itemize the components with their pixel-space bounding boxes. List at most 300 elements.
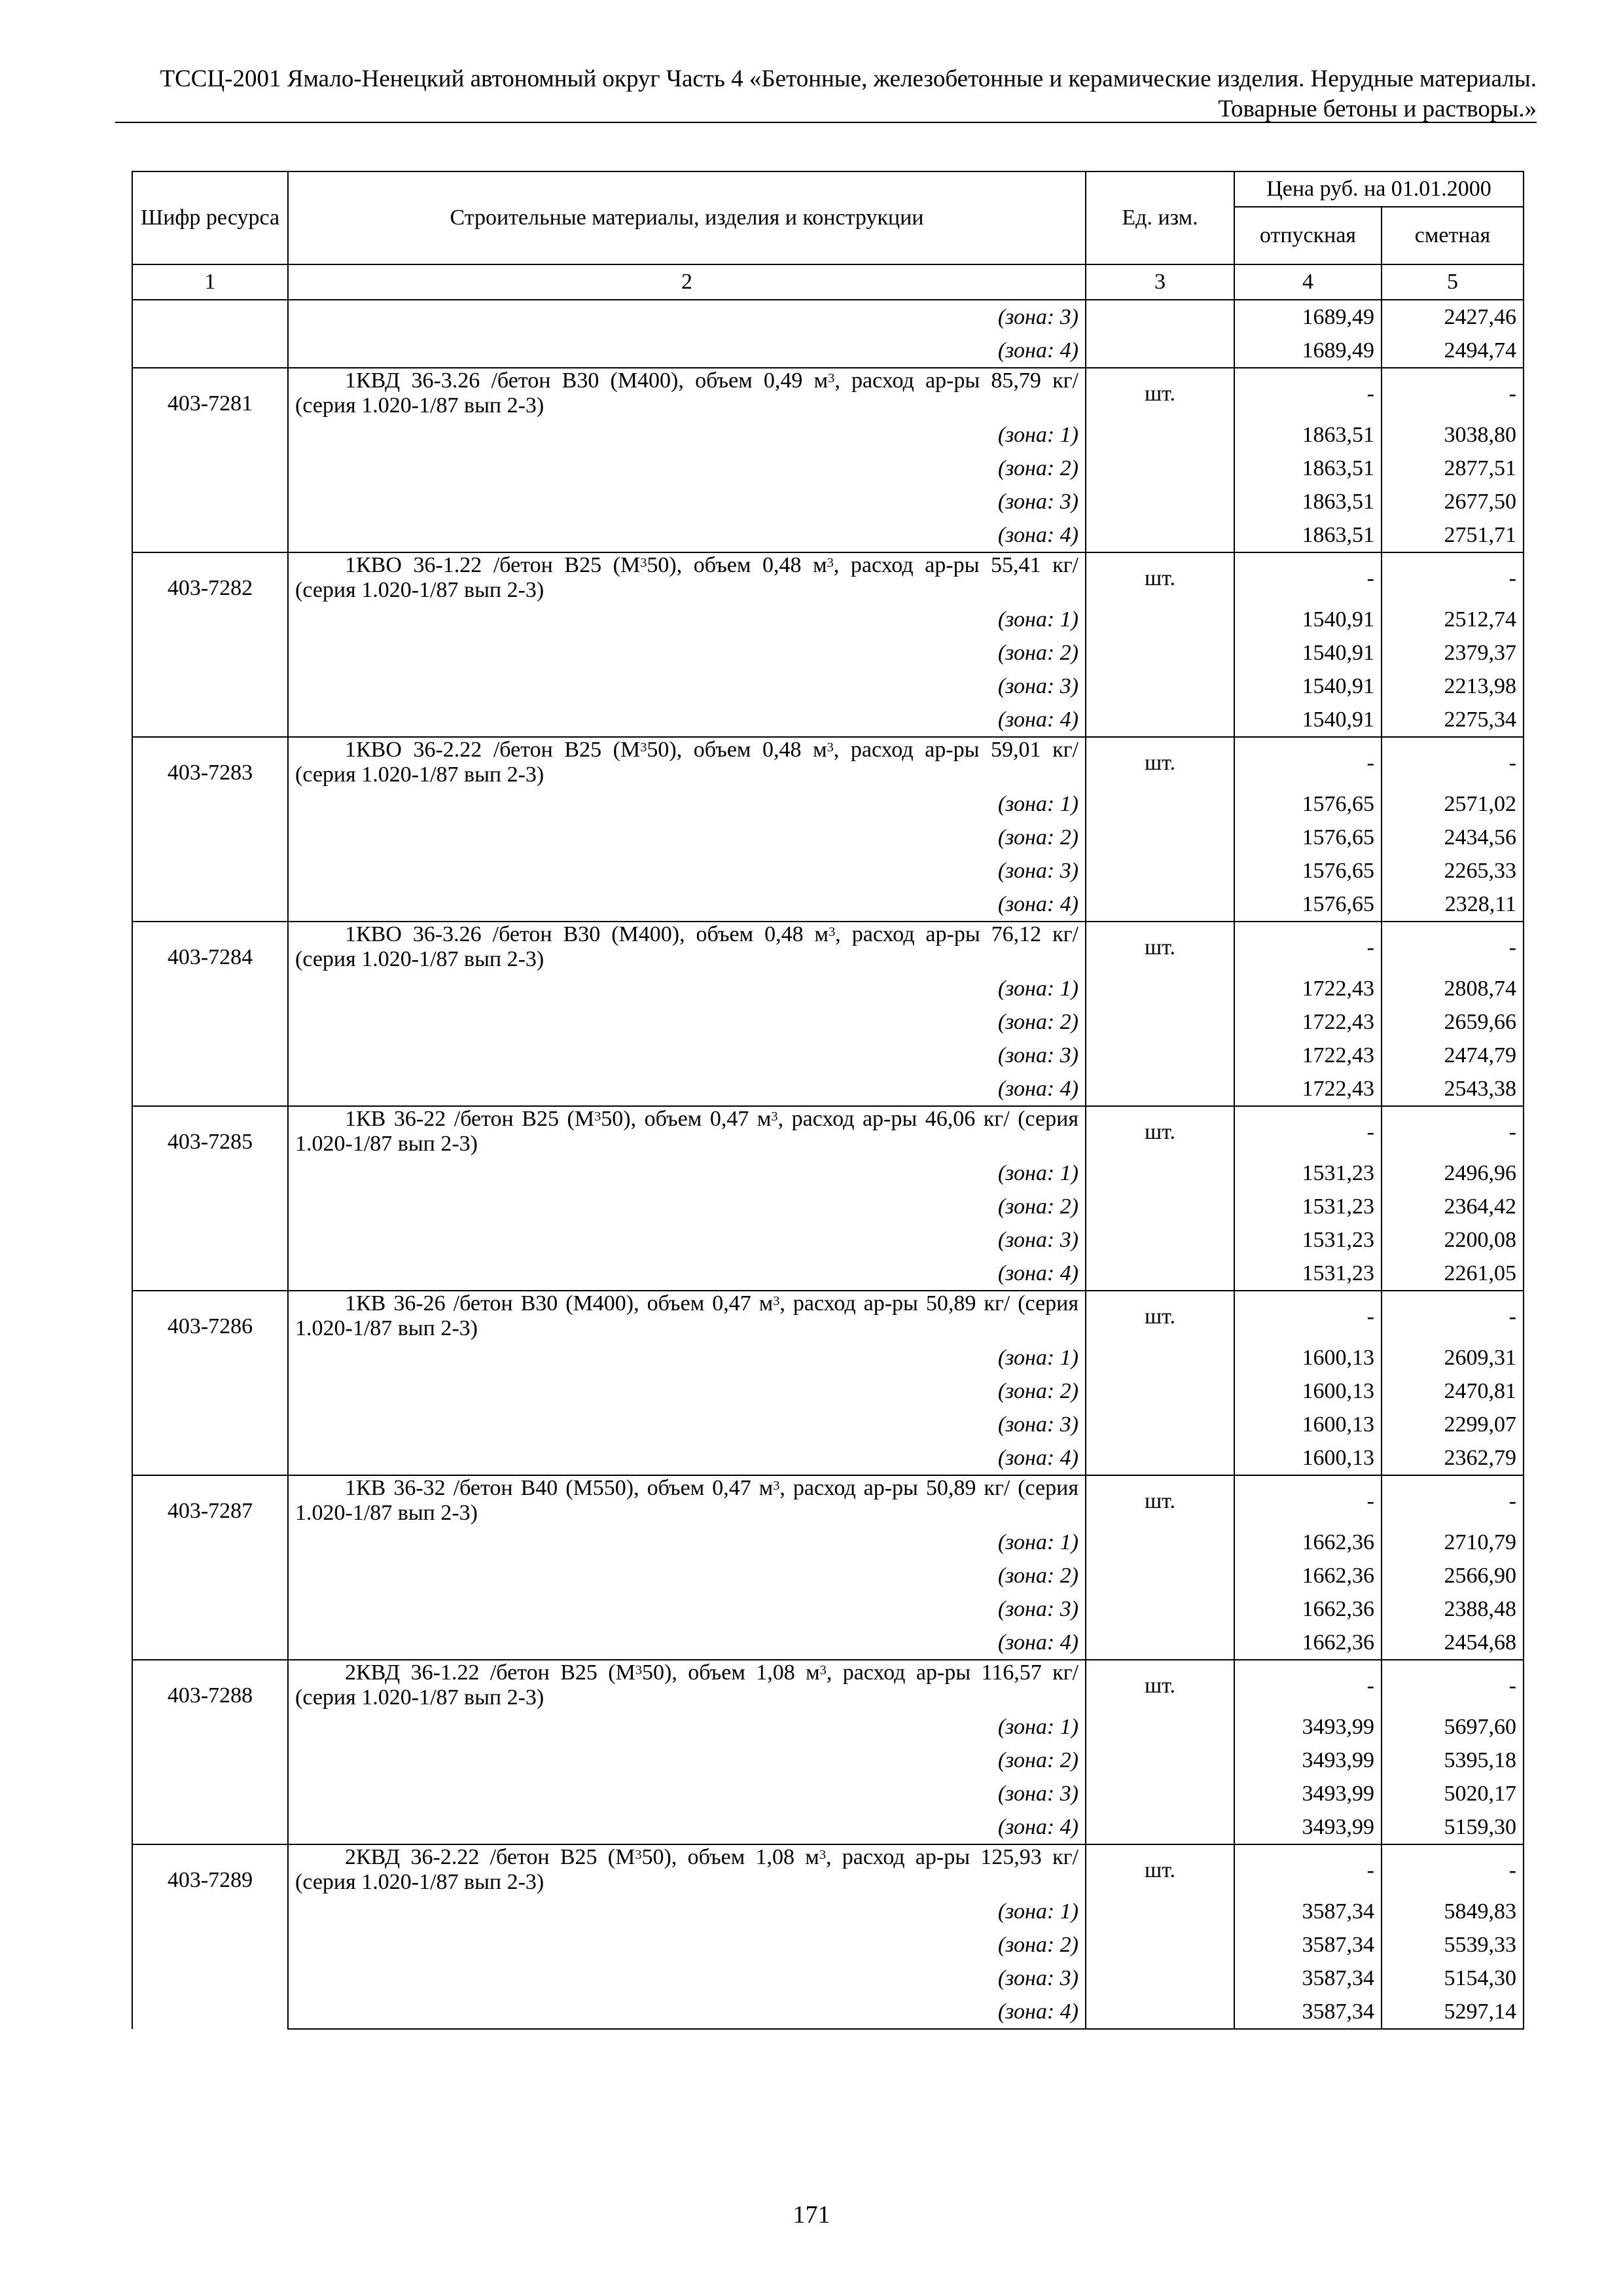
col-number: 5 <box>1382 264 1524 300</box>
zone-label: (зона: 1) <box>288 1895 1086 1928</box>
release-price: 1531,23 <box>1234 1257 1382 1291</box>
estimate-price: 5395,18 <box>1382 1744 1524 1777</box>
resource-code: 403-7284 <box>132 922 288 1106</box>
estimate-price: 2427,46 <box>1382 300 1524 334</box>
table-row <box>132 1291 1524 1341</box>
zone-label: (зона: 2) <box>288 1190 1086 1223</box>
unit-cell <box>1086 1039 1234 1072</box>
estimate-price: 2265,33 <box>1382 854 1524 888</box>
zone-label: (зона: 4) <box>288 888 1086 922</box>
unit-cell <box>1086 1526 1234 1559</box>
description-part: 1КВД 36-3.26 /бетон В30 (М400), объем 0,49 м <box>345 368 829 393</box>
table-row <box>132 1157 1524 1190</box>
estimate-price: 2677,50 <box>1382 485 1524 518</box>
release-price: 1600,13 <box>1234 1374 1382 1408</box>
unit-cell: шт. <box>1086 737 1234 787</box>
release-price: 3493,99 <box>1234 1744 1382 1777</box>
superscript: 3 <box>828 370 835 386</box>
zone-label: (зона: 2) <box>288 1559 1086 1592</box>
estimate-price: 5159,30 <box>1382 1810 1524 1844</box>
superscript: 3 <box>827 555 834 570</box>
description-part: 1КВ 36-32 /бетон В40 (М550), объем 0,47 м <box>345 1476 774 1500</box>
zone-label: (зона: 3) <box>288 485 1086 518</box>
unit-cell <box>1086 1995 1234 2029</box>
zone-label: (зона: 1) <box>288 1341 1086 1374</box>
unit-cell <box>1086 1559 1234 1592</box>
col-header-estimate: сметная <box>1382 207 1524 264</box>
estimate-price: 2571,02 <box>1382 787 1524 821</box>
release-price: - <box>1234 1291 1382 1341</box>
table-row <box>132 1408 1524 1441</box>
release-price: 1540,91 <box>1234 703 1382 737</box>
release-price: 3587,34 <box>1234 1995 1382 2029</box>
resource-code: 403-7285 <box>132 1106 288 1291</box>
col-number: 1 <box>132 264 288 300</box>
unit-cell: шт. <box>1086 552 1234 603</box>
zone-label: (зона: 2) <box>288 1374 1086 1408</box>
unit-cell <box>1086 1626 1234 1660</box>
description-part: , расход ар-ры 76,12 кг/ (серия 1.020-1/87 вып 2-3) <box>295 922 1079 971</box>
superscript: 3 <box>640 740 647 755</box>
unit-cell: шт. <box>1086 1106 1234 1157</box>
estimate-price: 2388,48 <box>1382 1592 1524 1626</box>
table-row <box>132 1072 1524 1106</box>
table-row <box>132 334 1524 368</box>
table-row <box>132 452 1524 485</box>
zone-label: (зона: 1) <box>288 787 1086 821</box>
header-divider <box>115 122 1537 123</box>
description-part: 1КВО 36-2.22 /бетон В25 (М <box>345 738 641 762</box>
unit-cell <box>1086 1408 1234 1441</box>
zone-label: (зона: 3) <box>288 670 1086 703</box>
estimate-price: - <box>1382 1660 1524 1710</box>
unit-cell <box>1086 670 1234 703</box>
unit-cell <box>1086 1592 1234 1626</box>
zone-label: (зона: 1) <box>288 603 1086 636</box>
table-row <box>132 854 1524 888</box>
description-part: , расход ар-ры 85,79 кг/ (серия 1.020-1/87 вып 2-3) <box>295 368 1079 418</box>
estimate-price: 2362,79 <box>1382 1441 1524 1475</box>
description-part: , расход ар-ры 50,89 кг/ (серия 1.020-1/87 вып 2-3) <box>295 1476 1079 1525</box>
estimate-price: 5697,60 <box>1382 1710 1524 1744</box>
material-description <box>288 737 1086 787</box>
release-price: 1531,23 <box>1234 1223 1382 1257</box>
estimate-price: - <box>1382 368 1524 418</box>
table-row <box>132 1039 1524 1072</box>
description-part: 50), объем 0,48 м <box>647 738 827 762</box>
estimate-price: 5297,14 <box>1382 1995 1524 2029</box>
estimate-price: - <box>1382 922 1524 972</box>
description-part: 50), объем 0,48 м <box>647 553 827 577</box>
resource-code: 403-7283 <box>132 737 288 922</box>
release-price: 1576,65 <box>1234 888 1382 922</box>
zone-label: (зона: 4) <box>288 703 1086 737</box>
table-row <box>132 1710 1524 1744</box>
table-row <box>132 1928 1524 1962</box>
zone-label: (зона: 2) <box>288 1928 1086 1962</box>
resource-code-cell <box>132 300 288 368</box>
estimate-price: 2877,51 <box>1382 452 1524 485</box>
col-header-release: отпускная <box>1234 207 1382 264</box>
release-price: 1722,43 <box>1234 1039 1382 1072</box>
material-description <box>288 1844 1086 1895</box>
unit-cell <box>1086 1744 1234 1777</box>
unit-cell: шт. <box>1086 922 1234 972</box>
estimate-price: 2659,66 <box>1382 1005 1524 1039</box>
release-price: 1863,51 <box>1234 452 1382 485</box>
release-price: 1722,43 <box>1234 1072 1382 1106</box>
description-part: 50), объем 1,08 м <box>641 1845 819 1869</box>
unit-cell <box>1086 1777 1234 1810</box>
table-body <box>132 300 1524 2029</box>
superscript: 3 <box>771 1109 778 1124</box>
material-description <box>288 922 1086 972</box>
table-row <box>132 888 1524 922</box>
unit-cell <box>1086 972 1234 1005</box>
unit-cell <box>1086 1190 1234 1223</box>
superscript: 3 <box>640 555 647 570</box>
unit-cell <box>1086 1072 1234 1106</box>
unit-cell <box>1086 854 1234 888</box>
table-row <box>132 1526 1524 1559</box>
release-price: - <box>1234 1106 1382 1157</box>
estimate-price: 2512,74 <box>1382 603 1524 636</box>
unit-cell <box>1086 452 1234 485</box>
description-part: , расход ар-ры 59,01 кг/ (серия 1.020-1/87 вып 2-3) <box>295 738 1079 787</box>
release-price: 3587,34 <box>1234 1895 1382 1928</box>
zone-label: (зона: 1) <box>288 1526 1086 1559</box>
description-part: , расход ар-ры 46,06 кг/ (серия 1.020-1/87 вып 2-3) <box>295 1107 1079 1156</box>
price-table <box>132 171 1524 2030</box>
table-row <box>132 603 1524 636</box>
estimate-price: 2609,31 <box>1382 1341 1524 1374</box>
zone-label: (зона: 3) <box>288 1962 1086 1995</box>
superscript: 3 <box>635 1847 642 1862</box>
superscript: 3 <box>827 740 834 755</box>
unit-cell: шт. <box>1086 1660 1234 1710</box>
table-row <box>132 1106 1524 1157</box>
zone-label: (зона: 3) <box>288 1223 1086 1257</box>
estimate-price: 2213,98 <box>1382 670 1524 703</box>
unit-cell <box>1086 334 1234 368</box>
description-part: 1КВ 36-22 /бетон В25 (М <box>345 1107 595 1131</box>
unit-cell <box>1086 1341 1234 1374</box>
zone-label: (зона: 3) <box>288 1408 1086 1441</box>
table-row <box>132 1962 1524 1995</box>
unit-cell: шт. <box>1086 1844 1234 1895</box>
zone-label: (зона: 3) <box>288 1592 1086 1626</box>
zone-label: (зона: 4) <box>288 1257 1086 1291</box>
table-row <box>132 1660 1524 1710</box>
table-row <box>132 703 1524 737</box>
unit-cell: шт. <box>1086 368 1234 418</box>
table-row <box>132 1592 1524 1626</box>
superscript: 3 <box>773 1478 780 1493</box>
release-price: - <box>1234 368 1382 418</box>
resource-code: 403-7281 <box>132 368 288 552</box>
release-price: 1662,36 <box>1234 1526 1382 1559</box>
estimate-price: 2543,38 <box>1382 1072 1524 1106</box>
unit-cell <box>1086 300 1234 334</box>
release-price: 3493,99 <box>1234 1777 1382 1810</box>
estimate-price: 2808,74 <box>1382 972 1524 1005</box>
table-row <box>132 1223 1524 1257</box>
release-price: 1689,49 <box>1234 300 1382 334</box>
unit-cell: шт. <box>1086 1475 1234 1526</box>
release-price: 1600,13 <box>1234 1408 1382 1441</box>
release-price: 3587,34 <box>1234 1928 1382 1962</box>
release-price: 1662,36 <box>1234 1626 1382 1660</box>
zone-label: (зона: 3) <box>288 854 1086 888</box>
estimate-price: 2275,34 <box>1382 703 1524 737</box>
table-row <box>132 1559 1524 1592</box>
col-header-code: Шифр ресурса <box>132 171 288 264</box>
table-row <box>132 1777 1524 1810</box>
zone-label: (зона: 2) <box>288 1005 1086 1039</box>
estimate-price: - <box>1382 1106 1524 1157</box>
description-part: , расход ар-ры 50,89 кг/ (серия 1.020-1/87 вып 2-3) <box>295 1291 1079 1340</box>
zone-label: (зона: 4) <box>288 1072 1086 1106</box>
unit-cell <box>1086 1257 1234 1291</box>
unit-cell <box>1086 518 1234 552</box>
header-line-1: ТССЦ-2001 Ямало-Ненецкий автономный округ Часть 4 «Бетонные, железобетонные и керамические изделия. Нерудные материалы. <box>160 65 1537 92</box>
unit-cell <box>1086 787 1234 821</box>
zone-label: (зона: 2) <box>288 452 1086 485</box>
material-description <box>288 1291 1086 1341</box>
table-row <box>132 1190 1524 1223</box>
material-description <box>288 1475 1086 1526</box>
release-price: 1576,65 <box>1234 854 1382 888</box>
resource-code: 403-7289 <box>132 1844 288 2029</box>
release-price: 1662,36 <box>1234 1592 1382 1626</box>
estimate-price: 2494,74 <box>1382 334 1524 368</box>
resource-code: 403-7288 <box>132 1660 288 1844</box>
col-number: 2 <box>288 264 1086 300</box>
material-description <box>288 368 1086 418</box>
estimate-price: 2434,56 <box>1382 821 1524 854</box>
description-part: , расход ар-ры 116,57 кг/ (серия 1.020-1/87 вып 2-3) <box>295 1660 1079 1710</box>
table-row <box>132 552 1524 603</box>
estimate-price: 5020,17 <box>1382 1777 1524 1810</box>
estimate-price: 2454,68 <box>1382 1626 1524 1660</box>
table-row <box>132 636 1524 670</box>
unit-cell <box>1086 1223 1234 1257</box>
zone-label: (зона: 2) <box>288 1744 1086 1777</box>
estimate-price: 2328,11 <box>1382 888 1524 922</box>
table-row <box>132 787 1524 821</box>
release-price: 1600,13 <box>1234 1341 1382 1374</box>
release-price: 1576,65 <box>1234 787 1382 821</box>
zone-label: (зона: 1) <box>288 1710 1086 1744</box>
release-price: - <box>1234 552 1382 603</box>
release-price: 1863,51 <box>1234 518 1382 552</box>
zone-label: (зона: 4) <box>288 1810 1086 1844</box>
release-price: 1576,65 <box>1234 821 1382 854</box>
table-row <box>132 368 1524 418</box>
estimate-price: - <box>1382 737 1524 787</box>
release-price: 1662,36 <box>1234 1559 1382 1592</box>
description-part: , расход ар-ры 55,41 кг/ (серия 1.020-1/87 вып 2-3) <box>295 553 1079 602</box>
zone-label: (зона: 3) <box>288 1777 1086 1810</box>
superscript: 3 <box>635 1662 643 1677</box>
description-part: 2КВД 36-2.22 /бетон В25 (М <box>345 1845 635 1869</box>
release-price: 3493,99 <box>1234 1710 1382 1744</box>
unit-cell <box>1086 1928 1234 1962</box>
estimate-price: - <box>1382 1475 1524 1526</box>
unit-cell <box>1086 636 1234 670</box>
table-row <box>132 1441 1524 1475</box>
unit-cell <box>1086 1374 1234 1408</box>
table-row <box>132 1744 1524 1777</box>
description-part: , расход ар-ры 125,93 кг/ (серия 1.020-1/87 вып 2-3) <box>295 1845 1079 1894</box>
table-row <box>132 972 1524 1005</box>
table-row <box>132 922 1524 972</box>
estimate-price: 2261,05 <box>1382 1257 1524 1291</box>
release-price: 3493,99 <box>1234 1810 1382 1844</box>
unit-cell <box>1086 1441 1234 1475</box>
estimate-price: 2474,79 <box>1382 1039 1524 1072</box>
description-part: 2КВД 36-1.22 /бетон В25 (М <box>345 1660 635 1685</box>
unit-cell <box>1086 821 1234 854</box>
table-row <box>132 1895 1524 1928</box>
superscript: 3 <box>819 1662 827 1677</box>
table-row <box>132 1810 1524 1844</box>
estimate-price: - <box>1382 1291 1524 1341</box>
table-row <box>132 670 1524 703</box>
zone-label: (зона: 4) <box>288 334 1086 368</box>
unit-cell <box>1086 1710 1234 1744</box>
zone-label: (зона: 3) <box>288 1039 1086 1072</box>
description-part: 1КВО 36-1.22 /бетон В25 (М <box>345 553 641 577</box>
unit-cell: шт. <box>1086 1291 1234 1341</box>
table-row <box>132 418 1524 452</box>
zone-label: (зона: 4) <box>288 518 1086 552</box>
resource-code: 403-7286 <box>132 1291 288 1475</box>
table-row <box>132 1341 1524 1374</box>
col-header-name: Строительные материалы, изделия и конструкции <box>288 171 1086 264</box>
description-part: 1КВ 36-26 /бетон В30 (М400), объем 0,47 м <box>345 1291 774 1316</box>
header-line-2: Товарные бетоны и растворы.» <box>1218 96 1537 122</box>
col-number: 4 <box>1234 264 1382 300</box>
col-number: 3 <box>1086 264 1234 300</box>
zone-label: (зона: 4) <box>288 1626 1086 1660</box>
superscript: 3 <box>829 924 836 939</box>
estimate-price: 2364,42 <box>1382 1190 1524 1223</box>
release-price: 1600,13 <box>1234 1441 1382 1475</box>
table-row <box>132 1626 1524 1660</box>
release-price: 1540,91 <box>1234 603 1382 636</box>
col-header-price: Цена руб. на 01.01.2000 <box>1234 171 1524 207</box>
release-price: 1540,91 <box>1234 670 1382 703</box>
unit-cell <box>1086 888 1234 922</box>
table-row <box>132 1005 1524 1039</box>
release-price: 1863,51 <box>1234 485 1382 518</box>
table-row <box>132 485 1524 518</box>
unit-cell <box>1086 1810 1234 1844</box>
unit-cell <box>1086 603 1234 636</box>
estimate-price: 2496,96 <box>1382 1157 1524 1190</box>
estimate-price: 3038,80 <box>1382 418 1524 452</box>
description-part: 50), объем 0,47 м <box>601 1107 772 1131</box>
resource-code: 403-7282 <box>132 552 288 737</box>
table-row <box>132 737 1524 787</box>
unit-cell <box>1086 1005 1234 1039</box>
table-row <box>132 1995 1524 2029</box>
estimate-price: 5154,30 <box>1382 1962 1524 1995</box>
table-row <box>132 300 1524 334</box>
zone-label: (зона: 4) <box>288 1995 1086 2029</box>
release-price: 1863,51 <box>1234 418 1382 452</box>
estimate-price: 5539,33 <box>1382 1928 1524 1962</box>
estimate-price: - <box>1382 552 1524 603</box>
release-price: 1540,91 <box>1234 636 1382 670</box>
estimate-price: - <box>1382 1844 1524 1895</box>
page-header <box>115 64 1537 124</box>
zone-label: (зона: 2) <box>288 821 1086 854</box>
release-price: 3587,34 <box>1234 1962 1382 1995</box>
unit-cell <box>1086 418 1234 452</box>
estimate-price: 2299,07 <box>1382 1408 1524 1441</box>
estimate-price: 2710,79 <box>1382 1526 1524 1559</box>
release-price: - <box>1234 737 1382 787</box>
table-row <box>132 1257 1524 1291</box>
table-row <box>132 1844 1524 1895</box>
zone-label: (зона: 1) <box>288 972 1086 1005</box>
material-description <box>288 552 1086 603</box>
release-price: 1531,23 <box>1234 1157 1382 1190</box>
estimate-price: 2470,81 <box>1382 1374 1524 1408</box>
material-description <box>288 1660 1086 1710</box>
release-price: - <box>1234 1660 1382 1710</box>
superscript: 3 <box>773 1293 780 1308</box>
estimate-price: 5849,83 <box>1382 1895 1524 1928</box>
page-number: 171 <box>793 2201 830 2229</box>
release-price: - <box>1234 922 1382 972</box>
description-part: 1КВО 36-3.26 /бетон В30 (М400), объем 0,48 м <box>345 922 829 946</box>
unit-cell <box>1086 1962 1234 1995</box>
release-price: - <box>1234 1475 1382 1526</box>
unit-cell <box>1086 1895 1234 1928</box>
table-row <box>132 1475 1524 1526</box>
resource-code: 403-7287 <box>132 1475 288 1660</box>
release-price: 1722,43 <box>1234 972 1382 1005</box>
unit-cell <box>1086 1157 1234 1190</box>
zone-label: (зона: 2) <box>288 636 1086 670</box>
release-price: 1722,43 <box>1234 1005 1382 1039</box>
estimate-price: 2566,90 <box>1382 1559 1524 1592</box>
zone-label: (зона: 3) <box>288 300 1086 334</box>
zone-label: (зона: 1) <box>288 418 1086 452</box>
release-price: 1689,49 <box>1234 334 1382 368</box>
unit-cell <box>1086 703 1234 737</box>
table-row <box>132 1374 1524 1408</box>
material-description <box>288 1106 1086 1157</box>
table-row <box>132 518 1524 552</box>
zone-label: (зона: 1) <box>288 1157 1086 1190</box>
estimate-price: 2379,37 <box>1382 636 1524 670</box>
release-price: - <box>1234 1844 1382 1895</box>
superscript: 3 <box>819 1847 827 1862</box>
col-header-unit: Ед. изм. <box>1086 171 1234 264</box>
table-row <box>132 821 1524 854</box>
estimate-price: 2200,08 <box>1382 1223 1524 1257</box>
release-price: 1531,23 <box>1234 1190 1382 1223</box>
estimate-price: 2751,71 <box>1382 518 1524 552</box>
superscript: 3 <box>594 1109 601 1124</box>
zone-label: (зона: 4) <box>288 1441 1086 1475</box>
description-part: 50), объем 1,08 м <box>642 1660 820 1685</box>
unit-cell <box>1086 485 1234 518</box>
